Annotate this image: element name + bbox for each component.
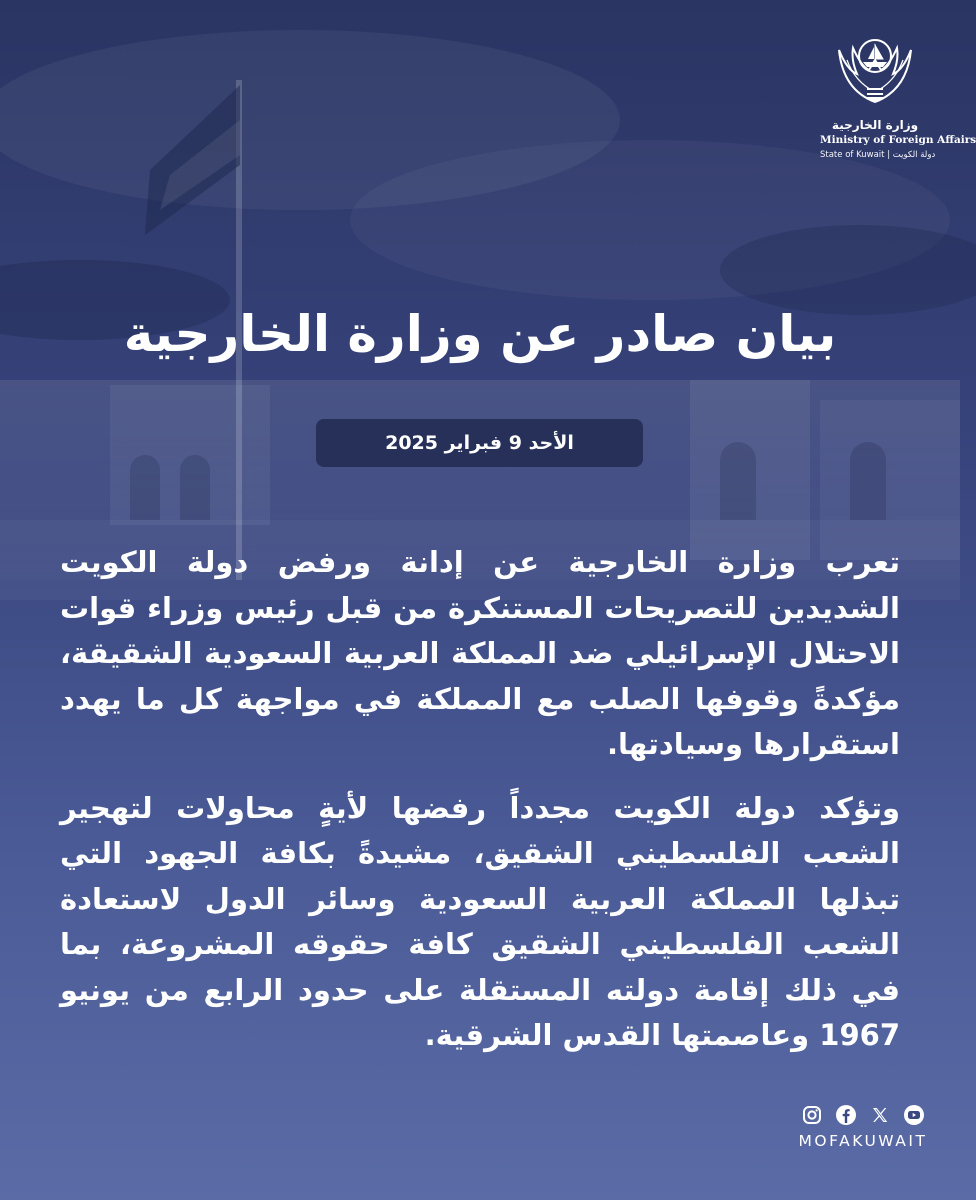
logo-arabic-name: وزارة الخارجية — [831, 118, 919, 132]
instagram-icon[interactable] — [801, 1104, 823, 1126]
kuwait-emblem-icon — [833, 30, 917, 112]
logo-separator: | — [887, 150, 891, 160]
statement-body — [60, 540, 900, 1077]
social-footer — [798, 1104, 928, 1150]
x-icon[interactable] — [869, 1104, 891, 1126]
social-handle: MOFAKUWAIT — [798, 1132, 928, 1150]
social-icons — [798, 1104, 928, 1126]
youtube-icon[interactable] — [903, 1104, 925, 1126]
logo-state-line — [820, 150, 936, 160]
facebook-icon[interactable] — [835, 1104, 857, 1126]
date-badge — [316, 419, 643, 467]
logo-state-ar: دولة الكويت — [892, 150, 936, 160]
ministry-logo — [820, 30, 976, 160]
statement-date: الأحد 9 فبراير 2025 — [385, 432, 574, 454]
statement-paragraph-2: وتؤكد دولة الكويت مجدداً رفضها لأيةٍ محاولات لتهجير الشعب الفلسطيني الشقيق، مشيدةً بكافة الجهود التي تبذلها المملكة العربية السعودية وسائر الدول لاستعادة الشعب الفلسطيني الشقيق كافة حقوقه المشروعة، بما في ذلك إقامة دولته المستقلة على حدود الرابع من يونيو 1967 وعاصمتها القدس الشرقية. — [60, 790, 900, 1052]
statement-title: بيان صادر عن وزارة الخارجية — [123, 305, 837, 363]
statement-paragraph-1: تعرب وزارة الخارجية عن إدانة ورفض دولة الكويت الشديدين للتصريحات المستنكرة من قبل رئيس وزراء قوات الاحتلال الإسرائيلي ضد المملكة العربية السعودية الشقيقة، مؤكدةً وقوفها الصلب مع المملكة في مواجهة كل ما يهدد استقرارها وسيادتها. — [60, 545, 900, 761]
logo-state-en: State of Kuwait — [820, 150, 885, 160]
logo-english-name: Ministry of Foreign Affairs — [820, 134, 976, 146]
